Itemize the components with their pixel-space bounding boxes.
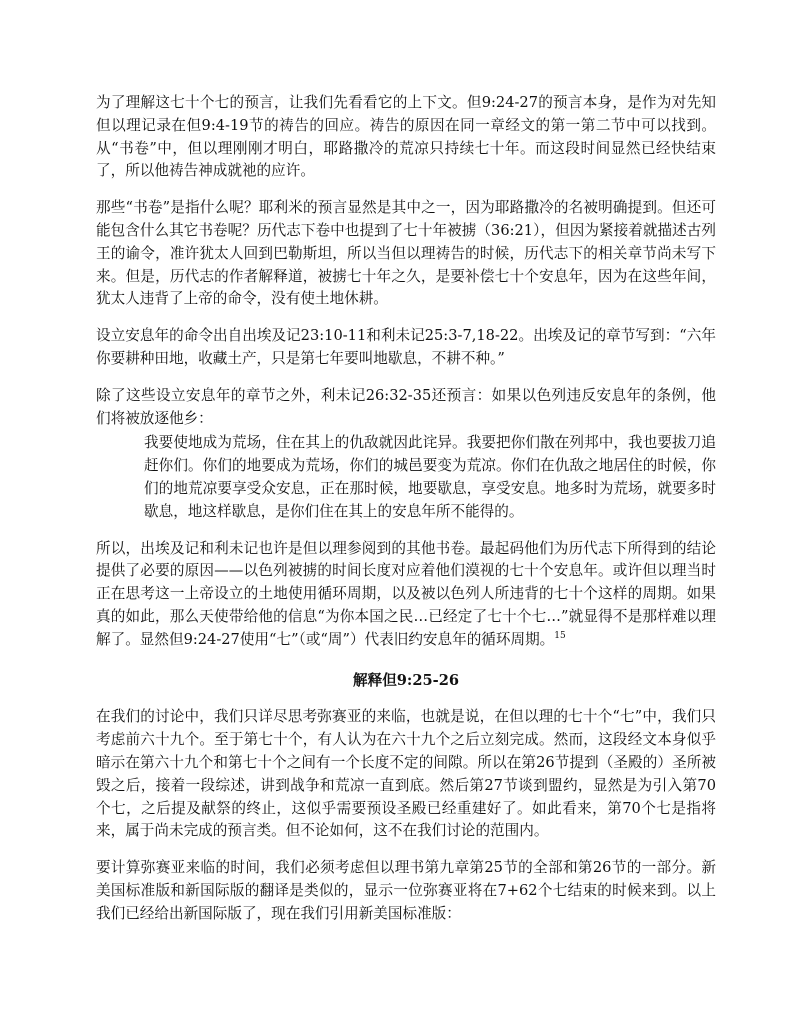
paragraph-conclusion [96,538,716,652]
paragraph-conclusion-text: 所以，出埃及记和利未记也许是但以理参阅到的其他书卷。最起码他们为历代志下所得到的结论提供了必要的原因——以色列被掳的时间长度对应着他们漠视的七十个安息年。或许但以理当时正在思考这一上帝设立的土地使用循环周期，以及被以色列人所违背的七十个这样的周期。如果真的如此，那么天使带给他的信息“为你本国之民…已经定了七十个七…”就显得不是那样难以理解了。显然但9:24-27使用“七”（或“周”）代表旧约安息年的循环周期。 [96,539,716,648]
document-page [96,92,716,940]
footnote-marker: 15 [554,630,566,641]
paragraph-context: 为了理解这七十个七的预言，让我们先看看它的上下文。但9:24-27的预言本身，是作为对先知但以理记录在但9:4-19节的祷告的回应。祷告的原因在同一章经文的第一第二节中可以找到。从“书卷”中，但以理刚刚才明白，耶路撒冷的荒凉只持续七十年。而这段时间显然已经快结束了，所以他祷告神成就祂的应许。 [96,94,716,180]
paragraph-sabbath-command: 设立安息年的命令出自出埃及记23:10-11和利未记25:3-7,18-22。出埃及记的章节写到：“六年你要耕种田地，收藏土产，只是第七年要叫地歇息，不耕不种。” [96,327,716,367]
paragraph-seventy-sevens: 在我们的讨论中，我们只详尽思考弥赛亚的来临，也就是说，在但以理的七十个“七”中，我们只考虑前六十九个。至于第七十个，有人认为在六十九个之后立刻完成。然而，这段经文本身似乎暗示在第六十九个和第七十个之间有一个长度不定的间隙。所以在第26节提到（圣殿的）圣所被毁之后，接着一段综述，讲到战争和荒凉一直到底。然后第27节谈到盟约，显然是为引入第70个七，之后提及献祭的终止，这似乎需要预设圣殿已经重建好了。如此看来，第70个七是指将来，属于尚未完成的预言类。但不论如何，这不在我们讨论的范围内。 [96,708,716,840]
paragraph-leviticus-intro: 除了这些设立安息年的章节之外，利未记26:32-35还预言：如果以色列违反安息年的条例，他们将被放逐他乡： [96,386,716,427]
paragraph-books: 那些“书卷”是指什么呢？耶利米的预言显然是其中之一，因为耶路撒冷的名被明确提到。但还可能包含什么其它书卷呢？历代志下卷中也提到了七十年被掳（36:21），但因为紧接着就描述古列王的谕令，准许犹太人回到巴勒斯坦，所以当但以理祷告的时候，历代志下的相关章节尚未写下来。但是，历代志的作者解释道，被掳七十年之久，是要补偿七十个安息年，因为在这些年间，犹太人违背了上帝的命令，没有使土地休耕。 [96,199,716,308]
block-quote-leviticus: 我要使地成为荒场，住在其上的仇敌就因此诧异。我要把你们散在列邦中，我也要拔刀追赶你们。你们的地要成为荒场，你们的城邑要变为荒凉。你们在仇敌之地居住的时候，你们的地荒凉要享受众安息，正在那时候，地要歇息，享受安息。地多时为荒场，就要多时歇息，地这样歇息，是你们住在其上的安息年所不能得的。 [144,434,716,520]
paragraph-calculation: 要计算弥赛亚来临的时间，我们必须考虑但以理书第九章第25节的全部和第26节的一部分。新美国标准版和新国际版的翻译是类似的，显示一位弥赛亚将在7+62个七结束的时候来到。以上我们已经给出新国际版了，现在我们引用新美国标准版： [96,859,716,922]
section-heading: 解释但9:25-26 [353,671,459,689]
